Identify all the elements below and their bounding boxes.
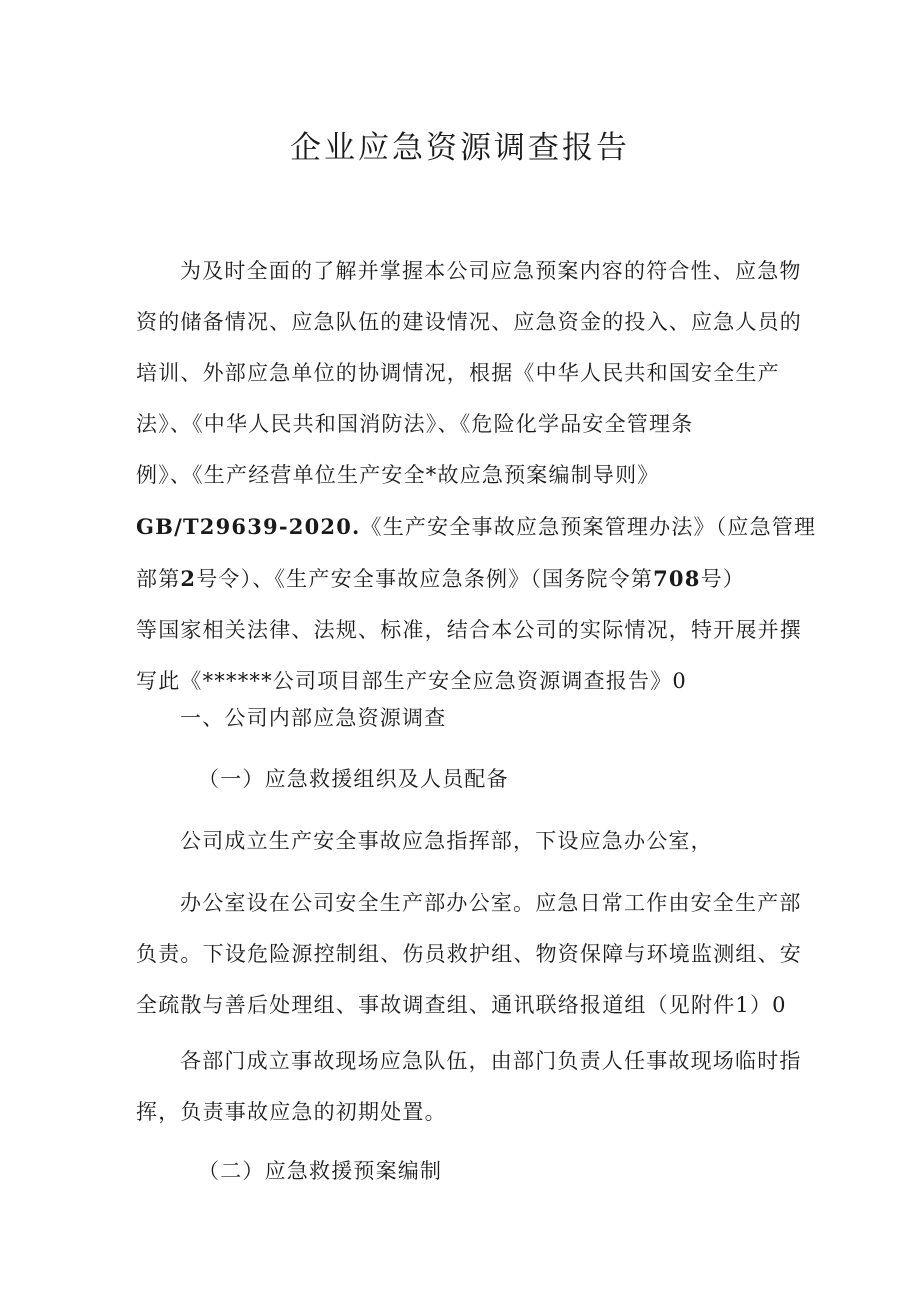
section-heading-internal-resources: 一、公司内部应急资源调查 [180,706,447,730]
paragraph-line: 全疏散与善后处理组、事故调查组、通讯联络报道组（见附件1）0 [136,993,787,1017]
paragraph-office [136,878,802,1031]
intro-line: 法》、《中华人民共和国消防法》、《危险化学品安全管理条 [136,412,694,436]
paragraph-command-center [136,816,786,867]
paragraph-line: 办公室设在公司安全生产部办公室。应急日常工作由安全生产部 [180,891,802,915]
order-number: 2 [180,566,197,591]
intro-line: 写此《******公司项目部生产安全应急资源调查报告》0 [136,669,687,693]
paragraph-line: 挥，负责事故应急的初期处置。 [136,1100,447,1124]
intro-text: 号） [700,567,745,591]
intro-line: 例》、《生产经营单位生产安全*故应急预案编制导则》 [136,463,660,487]
intro-line: 等国家相关法律、法规、标准，结合本公司的实际情况，特开展并撰 [136,618,802,642]
paragraph-line: 公司成立生产安全事故应急指挥部，下设应急办公室， [180,829,713,853]
standard-code: GB/T29639-2020. [136,514,361,539]
intro-line [136,553,786,605]
paragraph-line: 负责。下设危险源控制组、伤员救护组、物资保障与环境监测组、安 [136,942,802,966]
intro-paragraph [136,246,817,707]
order-number: 708 [653,566,701,591]
subsection-heading-plan-compilation: （二）应急救援预案编制 [198,1159,443,1183]
intro-line: 资的储备情况、应急队伍的建设情况、应急资金的投入、应急人员的 [136,310,802,334]
intro-text: 部第 [136,567,181,591]
intro-line-rest: 《生产安全事故应急预案管理办法》（应急管理 [360,515,817,539]
document-title: 企业应急资源调查报告 [290,130,630,166]
intro-line [136,501,817,553]
paragraph-department-teams [136,1036,802,1138]
intro-text: 号令）、《生产安全事故应急条例》（国务院令第 [196,567,654,591]
intro-line: 培训、外部应急单位的协调情况，根据《中华人民共和国安全生产 [136,361,780,385]
intro-line: 为及时全面的了解并掌握本公司应急预案内容的符合性、应急物 [180,259,802,283]
paragraph-line: 各部门成立事故现场应急队伍，由部门负责人任事故现场临时指 [180,1049,802,1073]
subsection-heading-organization: （一）应急救援组织及人员配备 [198,767,509,791]
